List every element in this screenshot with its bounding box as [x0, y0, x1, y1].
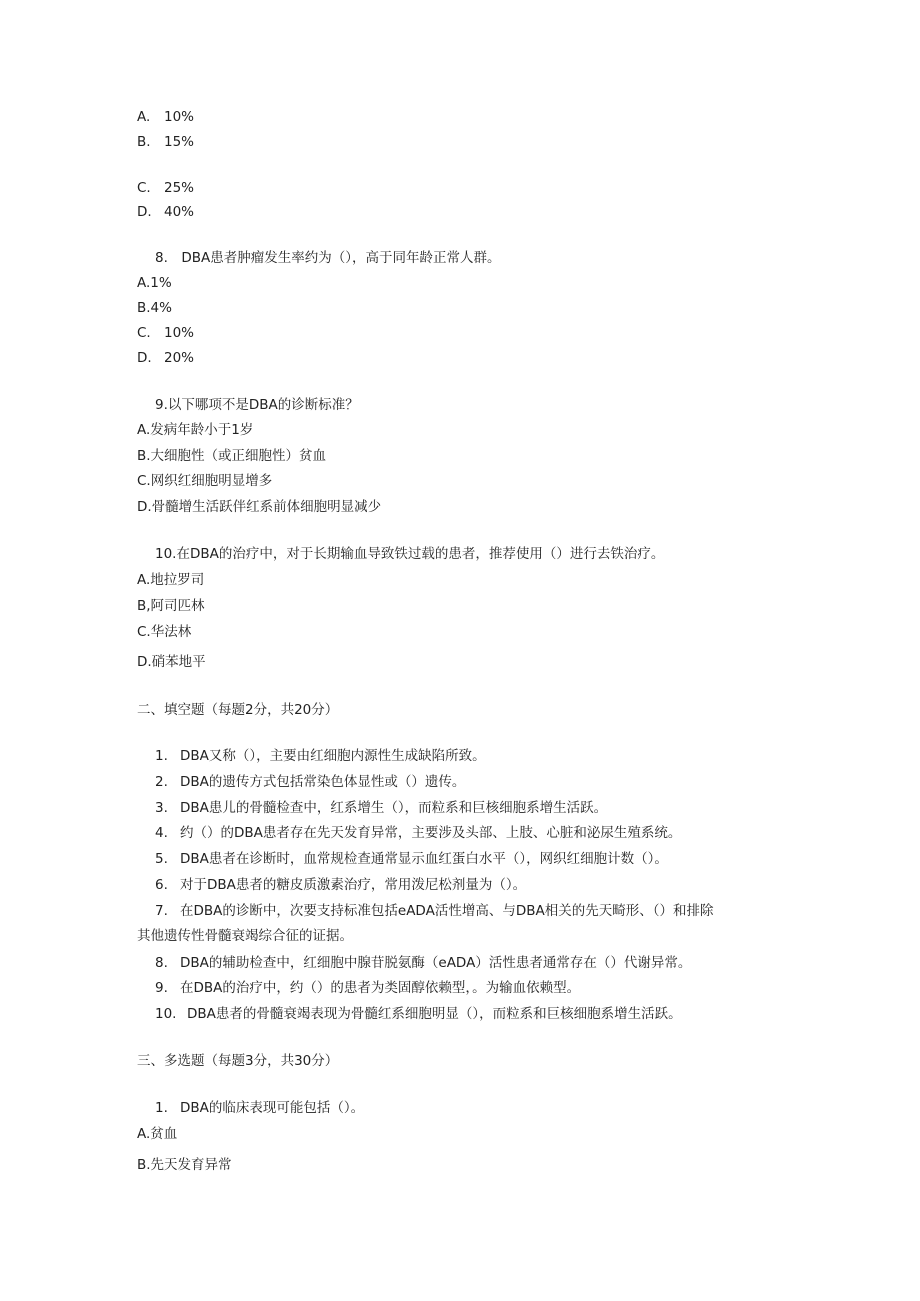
- q9-option-c: C.网织红细胞明显增多: [137, 473, 273, 489]
- multi-q1-option-b: B.先天发育异常: [137, 1157, 232, 1173]
- q10-option-d: D.硝苯地平: [137, 654, 206, 670]
- fill-item-7-continued: 其他遗传性骨髓衰竭综合征的证据。: [137, 928, 353, 944]
- q8-option-c: C. 10%: [137, 325, 195, 341]
- fill-item-9: 9. 在DBA的治疗中，约（）的患者为类固醇依赖型，。为输血依赖型。: [155, 980, 581, 996]
- q9-option-a: A.发病年龄小于1岁: [137, 422, 254, 438]
- q7-option-c: C. 25%: [137, 180, 195, 196]
- q10-option-b: B,阿司匹林: [137, 598, 205, 614]
- fill-item-8: 8. DBA的辅助检查中，红细胞中腺苷脱氨酶（eADA）活性患者通常存在（）代谢异常。: [155, 955, 692, 971]
- q10-question: 10.在DBA的治疗中，对于长期输血导致铁过载的患者，推荐使用（）进行去铁治疗。: [155, 546, 665, 562]
- fill-item-2: 2. DBA的遗传方式包括常染色体显性或（）遗传。: [155, 774, 466, 790]
- q8-option-d: D. 20%: [137, 350, 195, 366]
- q7-option-b: B. 15%: [137, 134, 195, 150]
- fill-item-4: 4. 约（）的DBA患者存在先天发育异常，主要涉及头部、上肢、心脏和泌尿生殖系统。: [155, 825, 682, 841]
- q10-option-c: C.华法林: [137, 624, 192, 640]
- fill-item-10: 10. DBA患者的骨髓衰竭表现为骨髓红系细胞明显（），而粒系和巨核细胞系增生活跃。: [155, 1006, 682, 1022]
- fill-item-1: 1. DBA又称（），主要由红细胞内源性生成缺陷所致。: [155, 748, 486, 764]
- fill-item-7: 7. 在DBA的诊断中，次要支持标准包括eADA活性增高、与DBA相关的先天畸形、（）和排除: [155, 903, 714, 919]
- q8-option-a: A.1%: [137, 275, 172, 291]
- multi-q1-question: 1. DBA的临床表现可能包括（）。: [155, 1100, 365, 1116]
- q8-option-b: B.4%: [137, 300, 172, 316]
- q10-option-a: A.地拉罗司: [137, 572, 205, 588]
- q9-option-d: D.骨髓增生活跃伴红系前体细胞明显减少: [137, 499, 382, 515]
- q7-option-d: D. 40%: [137, 204, 195, 220]
- section2-title: 二、填空题（每题2分，共20分）: [137, 702, 339, 718]
- q9-question: 9.以下哪项不是DBA的诊断标准？: [155, 397, 359, 413]
- multi-q1-option-a: A.贫血: [137, 1126, 178, 1142]
- fill-item-6: 6. 对于DBA患者的糖皮质激素治疗，常用泼尼松剂量为（）。: [155, 877, 527, 893]
- q7-option-a: A. 10%: [137, 109, 195, 125]
- section3-title: 三、多选题（每题3分，共30分）: [137, 1053, 339, 1069]
- fill-item-5: 5. DBA患者在诊断时，血常规检查通常显示血红蛋白水平（），网织红细胞计数（）。: [155, 851, 668, 867]
- fill-item-3: 3. DBA患儿的骨髓检查中，红系增生（），而粒系和巨核细胞系增生活跃。: [155, 800, 608, 816]
- q9-option-b: B.大细胞性（或正细胞性）贫血: [137, 448, 327, 464]
- q8-question: 8. DBA患者肿瘤发生率约为（），高于同年龄正常人群。: [155, 250, 501, 266]
